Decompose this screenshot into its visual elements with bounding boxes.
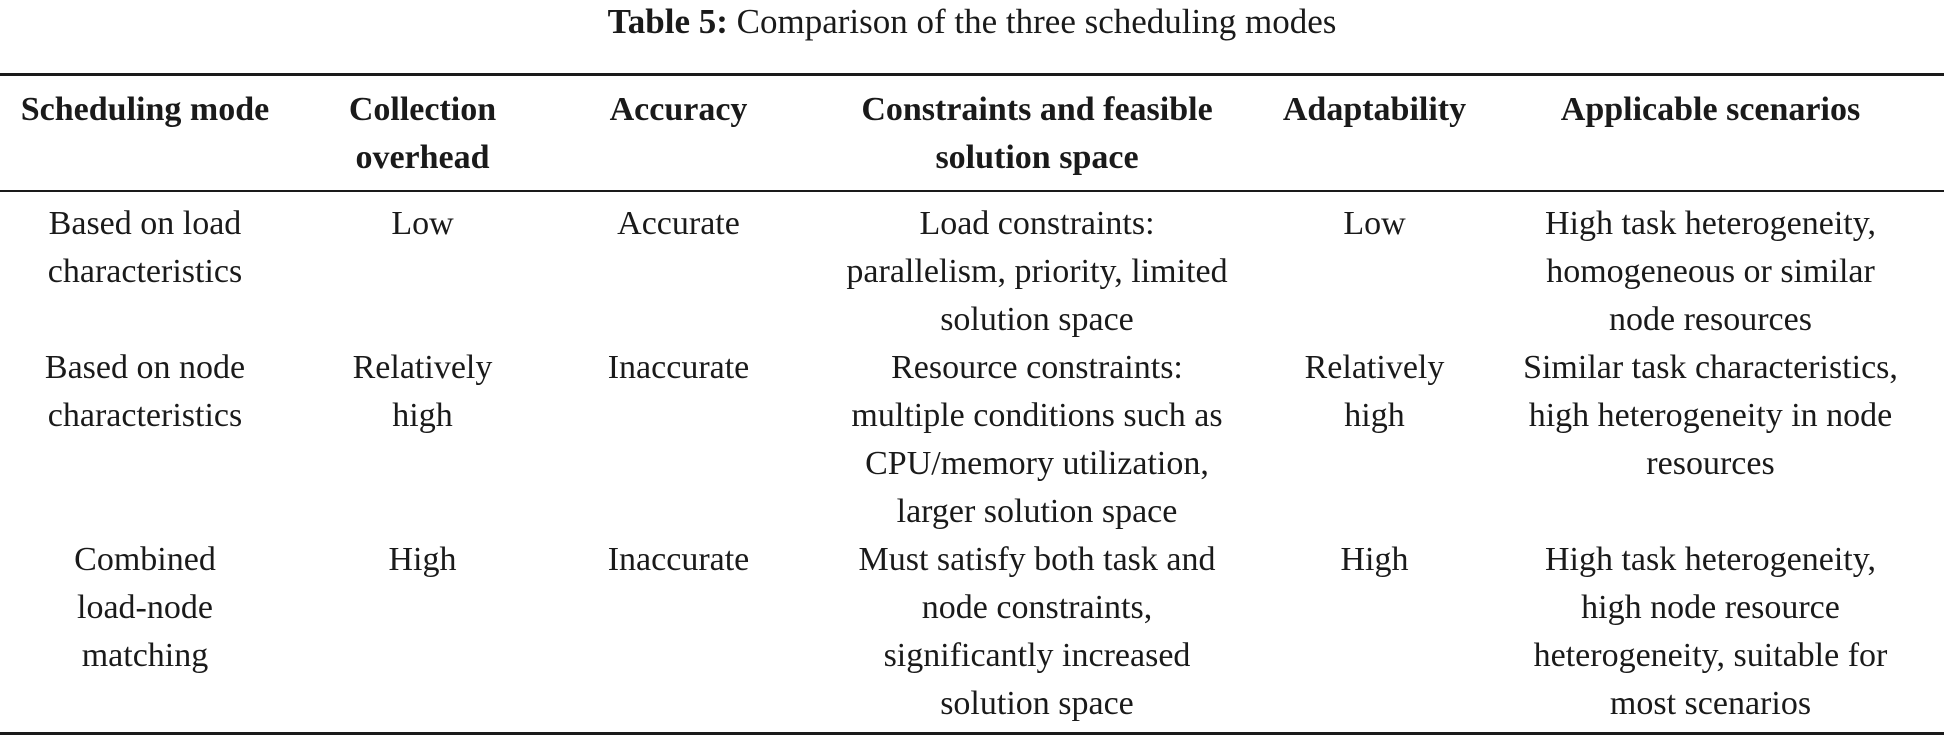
cell-adaptability: High [1340,541,1409,578]
header-constraints: Constraints and feasible solution space [861,91,1213,176]
cell-constraints: Resource constraints: multiple conditions such as CPU/memory utilization, larger solution space [851,349,1223,530]
cell-constraints: Must satisfy both task and node constraints, significantly increased solution space [858,541,1216,722]
header-row [0,75,1944,192]
cell-constraints: Load constraints: parallelism, priority, limited solution space [846,205,1228,338]
header-accuracy: Accuracy [609,91,748,128]
cell-applicable-scenarios: High task heterogeneity, homogeneous or similar node resources [1544,205,1877,338]
table-caption [0,0,1944,52]
header-collection-overhead: Collection overhead [348,91,497,176]
cell-scheduling-mode: Combined load-node matching [74,541,216,674]
table-row [0,344,1944,536]
table-row [0,536,1944,734]
cell-adaptability: Low [1343,205,1406,242]
cell-applicable-scenarios: Similar task characteristics, high heterogeneity in node resources [1523,349,1898,482]
header-applicable-scenarios: Applicable scenarios [1560,91,1861,128]
cell-scheduling-mode: Based on load characteristics [47,205,243,290]
cell-applicable-scenarios: High task heterogeneity, high node resource heterogeneity, suitable for most scenarios [1533,541,1888,722]
cell-scheduling-mode: Based on node characteristics [44,349,246,434]
table-caption-label: Table 5: [607,2,728,41]
cell-adaptability: Relatively high [1304,349,1445,434]
comparison-table [0,73,1944,735]
cell-collection-overhead: Relatively high [352,349,493,434]
cell-accuracy: Accurate [617,205,740,242]
cell-collection-overhead: Low [391,205,454,242]
cell-accuracy: Inaccurate [607,541,750,578]
table-row [0,191,1944,344]
table-caption-text: Comparison of the three scheduling modes [736,2,1337,41]
cell-collection-overhead: High [388,541,457,578]
comparison-table-container [0,73,1944,735]
header-adaptability: Adaptability [1282,91,1467,128]
header-scheduling-mode: Scheduling mode [20,91,270,128]
cell-accuracy: Inaccurate [607,349,750,386]
